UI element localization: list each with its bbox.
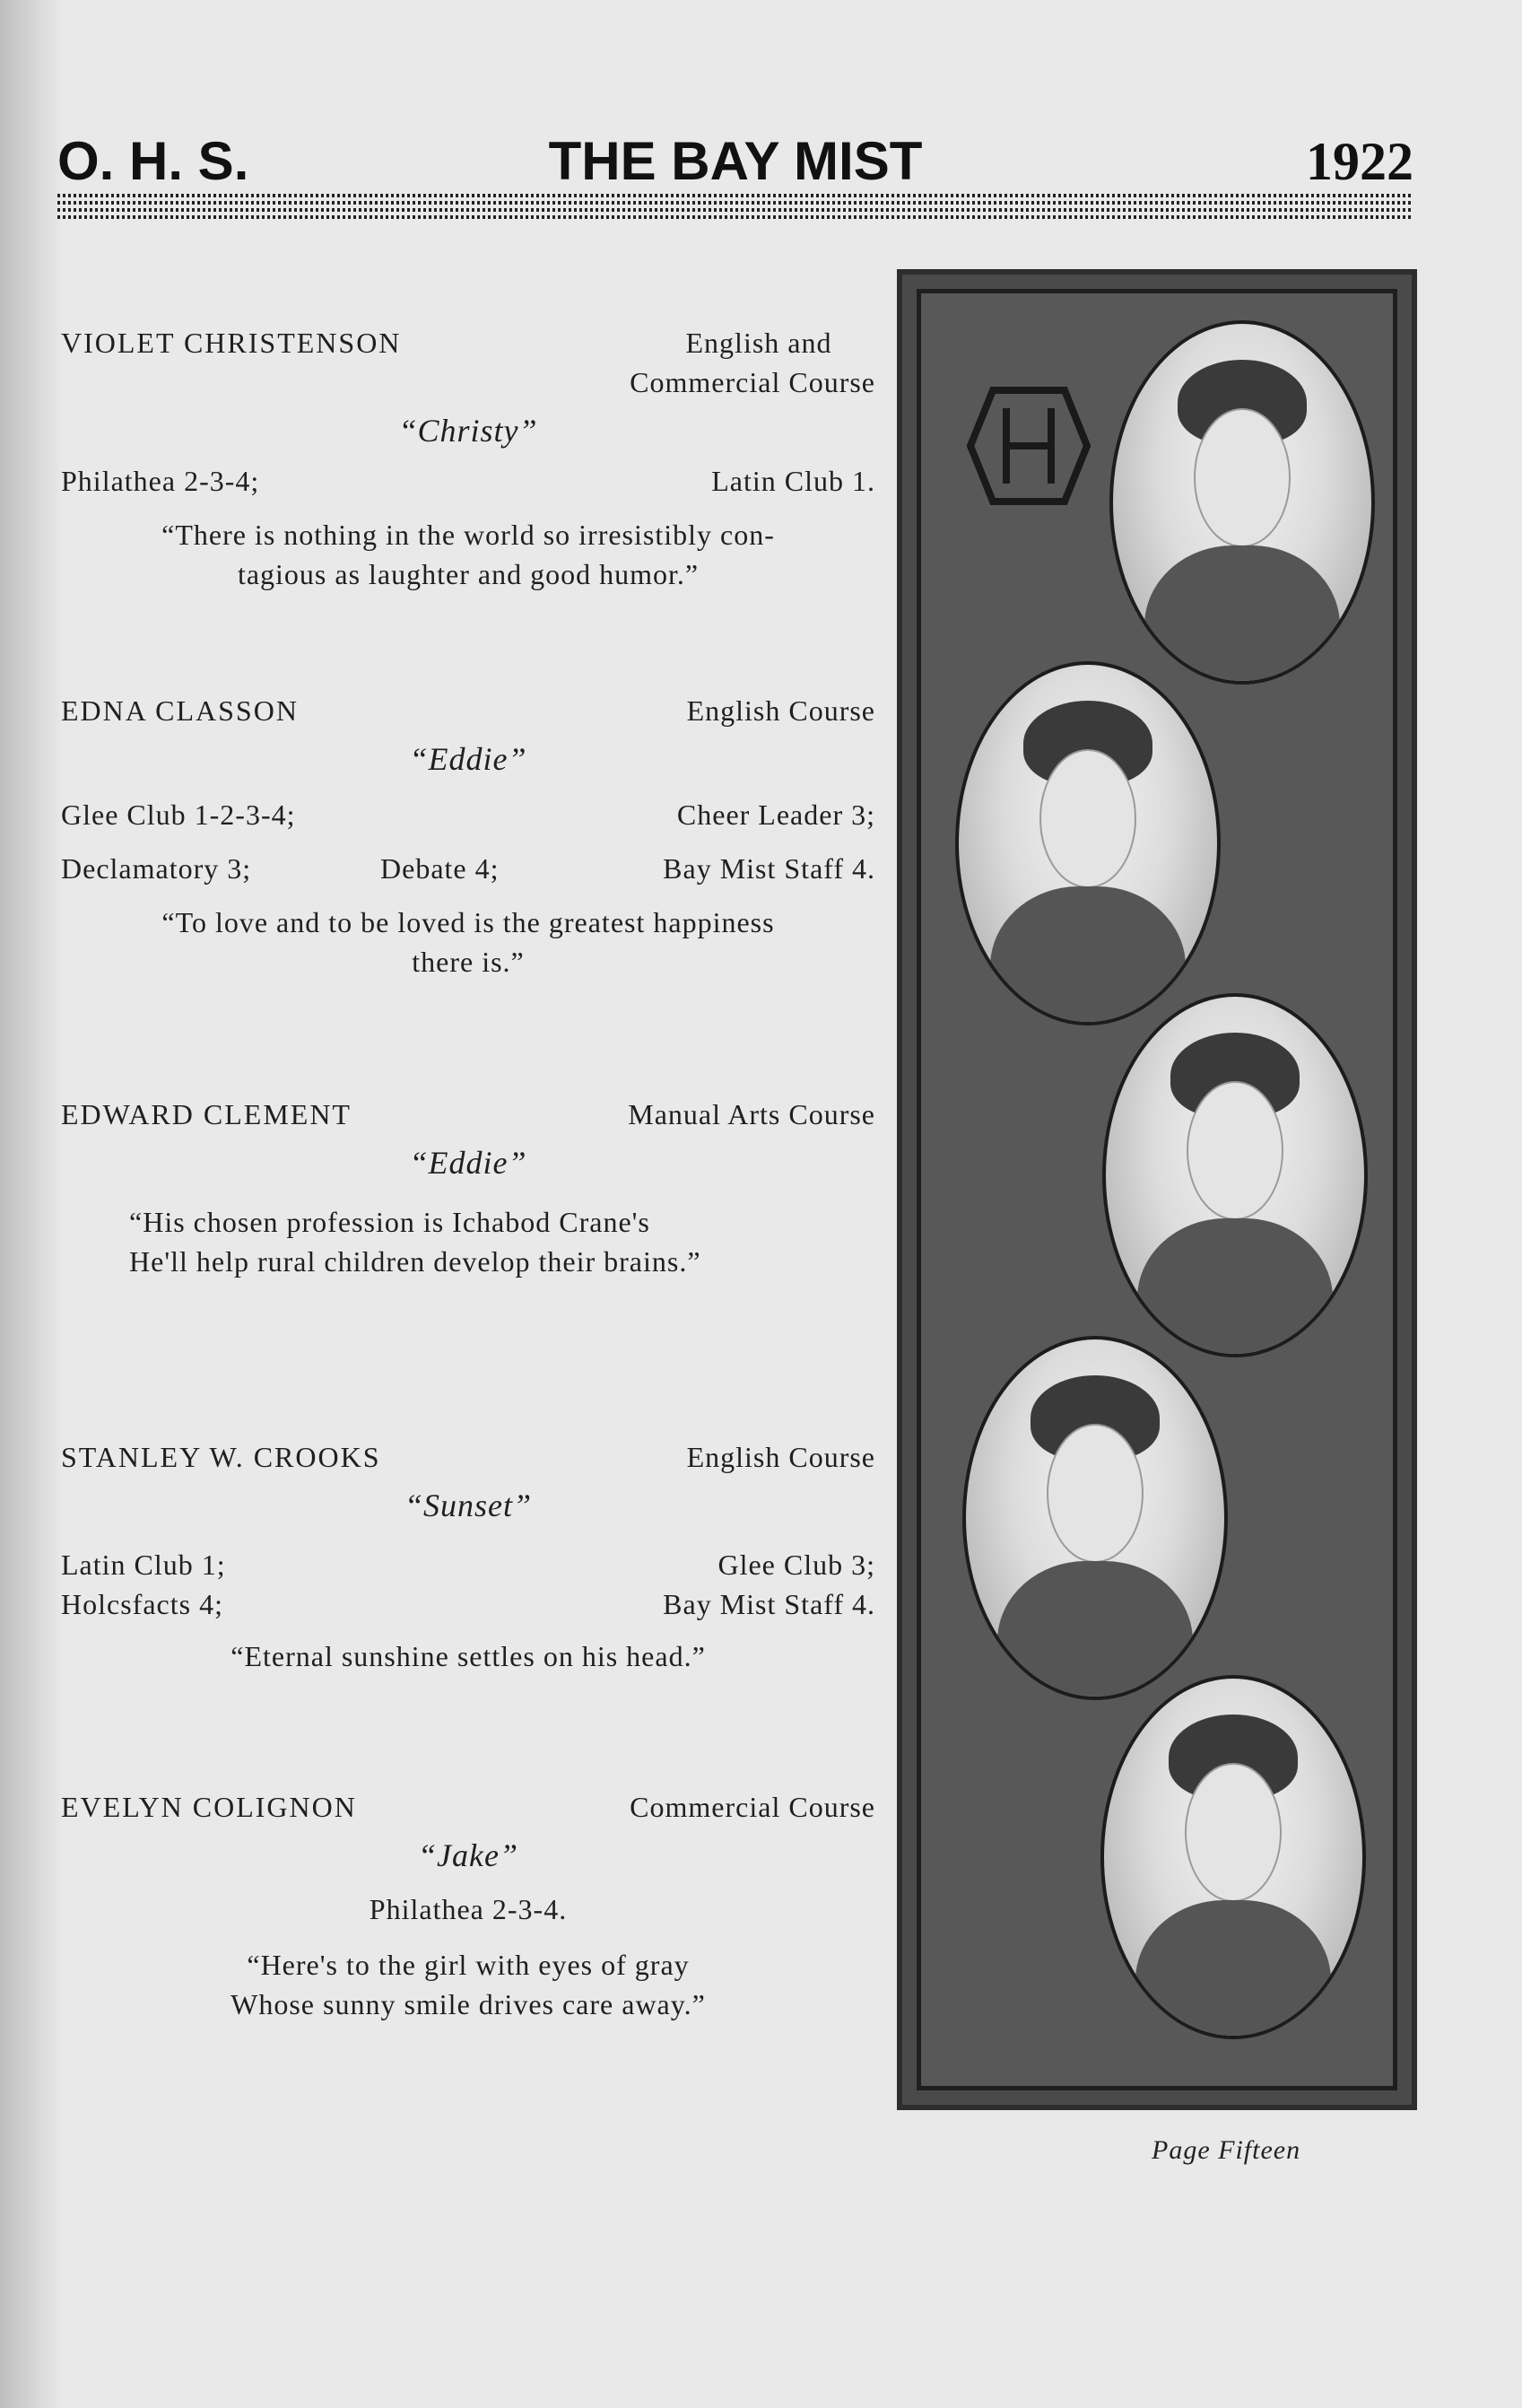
- entry-quote-line: “Here's to the girl with eyes of gray: [247, 1949, 690, 1981]
- entry-name: EDWARD CLEMENT: [61, 1098, 352, 1130]
- entry-nickname: “Christy”: [398, 413, 538, 449]
- entry-quote-line: tagious as laughter and good humor.”: [237, 558, 700, 590]
- entry-activity: Debate 4;: [380, 852, 500, 885]
- portrait-edward-clement: [1102, 993, 1368, 1357]
- portrait-body: [1137, 1218, 1334, 1357]
- entry-activity: Declamatory 3;: [61, 852, 252, 885]
- entry-violet-christenson: [61, 323, 875, 594]
- entry-course-line1: English Course: [686, 694, 875, 727]
- entry-quote-line: there is.”: [412, 946, 525, 978]
- entry-nickname: “Sunset”: [404, 1488, 533, 1523]
- entry-course-line1: Manual Arts Course: [628, 1098, 875, 1130]
- entry-quote-line: He'll help rural children develop their brains.”: [129, 1245, 701, 1278]
- school-monogram-icon: [966, 383, 1091, 509]
- entry-name: STANLEY W. CROOKS: [61, 1441, 381, 1473]
- page-number: Page Fifteen: [1152, 2135, 1301, 2165]
- portrait-face: [1187, 1765, 1280, 1900]
- portrait-evelyn-colignon: [1100, 1675, 1366, 2039]
- entry-name: EVELYN COLIGNON: [61, 1791, 357, 1823]
- entry-nickname: “Eddie”: [409, 1145, 527, 1181]
- entry-quote-line: Whose sunny smile drives care away.”: [230, 1988, 706, 2020]
- entry-quote-line: “Eternal sunshine settles on his head.”: [230, 1640, 706, 1672]
- entry-activity: Philathea 2-3-4;: [61, 465, 260, 497]
- portrait-body: [990, 886, 1187, 1025]
- entry-activity: Latin Club 1;: [61, 1549, 226, 1581]
- entry-quote-line: “To love and to be loved is the greatest happiness: [161, 906, 775, 938]
- header-rule: [57, 194, 1413, 219]
- entry-edward-clement: [61, 1095, 875, 1281]
- header-year: 1922: [1306, 132, 1413, 191]
- entry-course-line2: Commercial Course: [630, 366, 875, 398]
- portrait-violet-christenson: [1109, 320, 1375, 685]
- header-title: THE BAY MIST: [548, 131, 923, 191]
- entry-activity: Bay Mist Staff 4.: [663, 1588, 875, 1620]
- entry-nickname: “Eddie”: [409, 741, 527, 777]
- entry-stanley-crooks: [61, 1437, 875, 1676]
- entry-course-line1: English and: [685, 327, 832, 359]
- entry-activity: Holcsfacts 4;: [61, 1588, 223, 1620]
- portrait-panel-frame: [917, 289, 1397, 2090]
- entry-activity: Philathea 2-3-4.: [369, 1893, 568, 1925]
- portrait-edna-classon: [955, 661, 1221, 1025]
- entry-course-line1: English Course: [686, 1441, 875, 1473]
- portrait-stanley-crooks: [962, 1336, 1228, 1700]
- entry-name: VIOLET CHRISTENSON: [61, 327, 402, 359]
- entry-quote-line: “There is nothing in the world so irresistibly con-: [161, 519, 775, 551]
- page-header: [57, 131, 1413, 191]
- entry-evelyn-colignon: [61, 1787, 875, 2024]
- entry-activity: Cheer Leader 3;: [676, 798, 875, 831]
- portrait-body: [997, 1561, 1194, 1700]
- page-binding-shadow: [0, 0, 63, 2408]
- entry-activity: Glee Club 1-2-3-4;: [61, 798, 296, 831]
- entry-quote-line: “His chosen profession is Ichabod Crane's: [129, 1206, 650, 1238]
- header-school: O. H. S.: [57, 131, 249, 191]
- entry-course-line1: Commercial Course: [630, 1791, 875, 1823]
- portrait-face: [1041, 751, 1135, 886]
- entry-nickname: “Jake”: [418, 1837, 518, 1873]
- entry-edna-classon: [61, 691, 875, 982]
- entry-name: EDNA CLASSON: [61, 694, 299, 727]
- portrait-face: [1048, 1426, 1142, 1561]
- entry-activity: Glee Club 3;: [718, 1549, 875, 1581]
- portrait-face: [1196, 410, 1289, 545]
- portrait-body: [1135, 1900, 1332, 2039]
- portrait-body: [1144, 545, 1341, 685]
- portrait-face: [1188, 1083, 1282, 1218]
- portrait-panel: [897, 269, 1417, 2110]
- entry-activity: Latin Club 1.: [711, 465, 875, 497]
- entry-activity: Bay Mist Staff 4.: [663, 852, 875, 885]
